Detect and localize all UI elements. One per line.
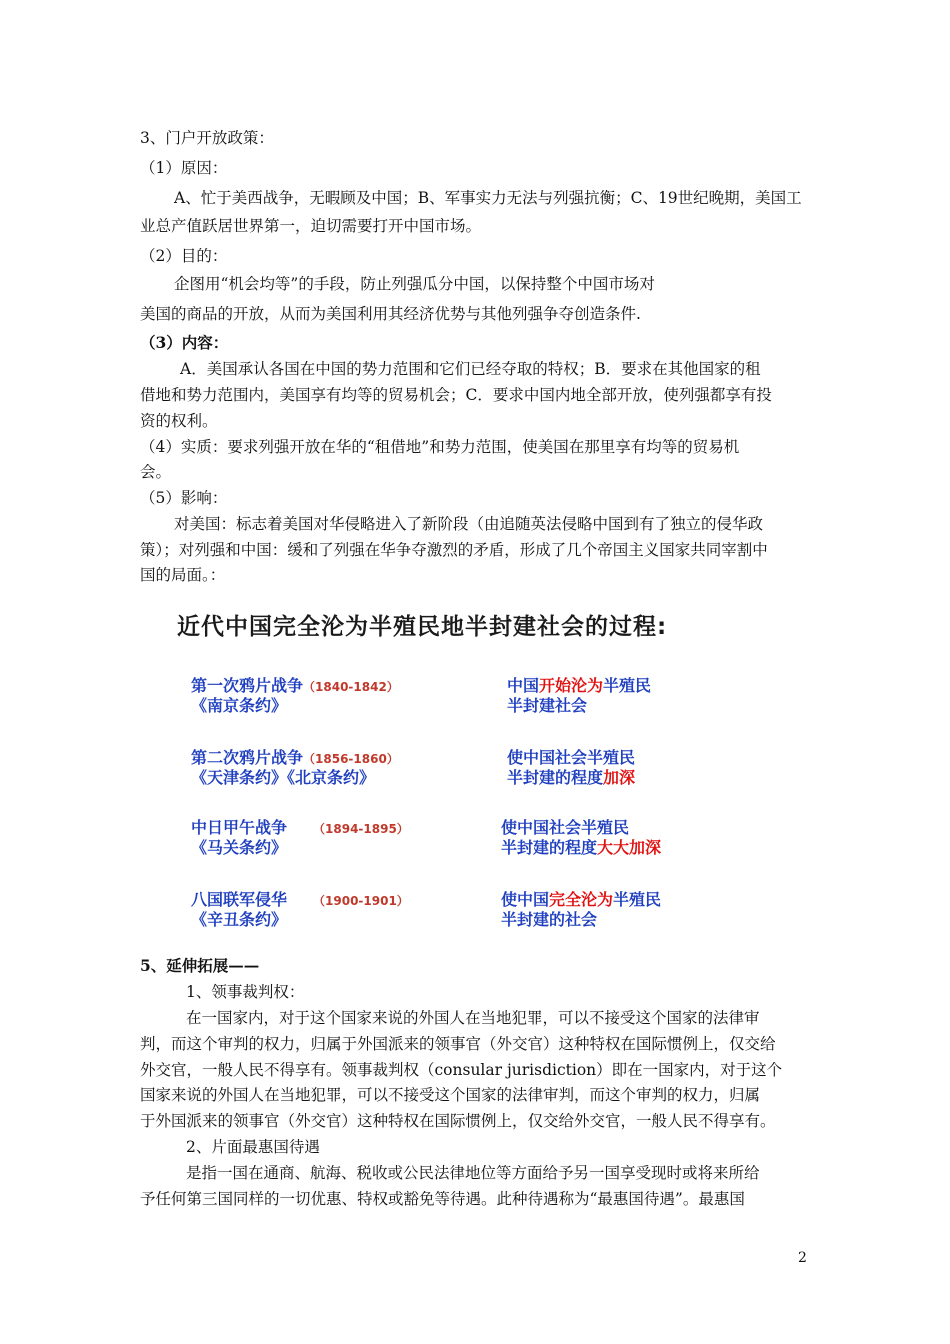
content-text-line: A．美国承认各国在中国的势力范围和它们已经夺取的特权；B．要求在其他国家的租 [180,360,761,378]
treaty-label: 《南京条约》 [191,696,288,715]
outcome-line: 使中国社会半殖民 [507,748,636,767]
war-label: 八国联军侵华 （1900-1901） [191,890,409,909]
war-label: 第二次鸦片战争（1856-1860） [191,748,399,767]
war-label: 中日甲午战争 （1894-1895） [191,818,409,837]
section-heading: 5、延伸拓展—— [140,956,260,975]
war-years: （1900-1901） [313,894,409,908]
war-years: （1840-1842） [303,680,399,694]
figure-title: 近代中国完全沦为半殖民地半封建社会的过程: [177,614,668,640]
outcome-line: 中国开始沦为半殖民 [507,676,652,695]
subsection-heading: 2、片面最惠国待遇 [186,1138,320,1156]
outcome-line: 半封建的社会 [501,910,598,929]
body-text-line: 在一国家内，对于这个国家来说的外国人在当地犯罪，可以不接受这个国家的法律审 [186,1009,760,1027]
outcome-line: 半封建的程度大大加深 [501,838,662,857]
body-text-line: 判，而这个审判的权力，归属于外国派来的领事官（外交官）这种特权在国际惯例上，仅交给 [140,1035,776,1053]
outcome-line: 半封建的程度加深 [507,768,636,787]
essence-text-line: （4）实质：要求列强开放在华的“租借地”和势力范围，使美国在那里享有均等的贸易机 [140,438,740,456]
content-text-line: 资的权利。 [140,412,218,430]
cause-text-line: 业总产值跃居世界第一，迫切需要打开中国市场。 [140,217,482,235]
war-years: （1856-1860） [303,752,399,766]
war-years: （1894-1895） [313,822,409,836]
purpose-text-line: 企图用“机会均等”的手段，防止列强瓜分中国，以保持整个中国市场对 [174,275,655,293]
cause-label: （1）原因： [140,159,228,177]
impact-text-line: 对美国：标志着美国对华侵略进入了新阶段（由追随英法侵略中国到有了独立的侵华政 [174,515,764,533]
war-label: 第一次鸦片战争（1840-1842） [191,676,399,695]
body-text-line: 外交官，一般人民不得享有。领事裁判权（consular jurisdiction）即在一国家内，对于这个 [140,1061,783,1079]
purpose-label: （2）目的： [140,247,228,265]
treaty-label: 《辛丑条约》 [191,910,288,929]
content-label: （3）内容： [140,333,229,352]
treaty-label: 《天津条约》《北京条约》 [191,768,376,787]
body-text-line: 是指一国在通商、航海、税收或公民法律地位等方面给予另一国享受现时或将来所给 [186,1164,760,1182]
essence-text-line: 会。 [140,463,172,481]
impact-text-line: 国的局面。： [140,566,226,584]
page-number: 2 [798,1250,807,1266]
treaty-label: 《马关条约》 [191,838,288,857]
impact-label: （5）影响： [140,489,228,507]
purpose-text-line: 美国的商品的开放，从而为美国利用其经济优势与其他列强争夺创造条件. [140,305,641,323]
outcome-line: 使中国社会半殖民 [501,818,630,837]
section-heading: 3、门户开放政策： [140,129,274,147]
body-text-line: 于外国派来的领事官（外交官）这种特权在国际惯例上，仅交给外交官，一般人民不得享有。 [140,1112,776,1130]
body-text-line: 予任何第三国同样的一切优惠、特权或豁免等待遇。此种待遇称为“最惠国待遇”。最惠国 [140,1190,745,1208]
subsection-heading: 1、领事裁判权： [186,983,305,1001]
process-figure [165,600,785,940]
outcome-line: 使中国完全沦为半殖民 [501,890,662,909]
cause-text-line: A、忙于美西战争，无暇顾及中国；B、军事实力无法与列强抗衡；C、19世纪晚期，美国工 [174,189,802,207]
content-text-line: 借地和势力范围内，美国享有均等的贸易机会；C．要求中国内地全部开放，使列强都享有投 [140,386,772,404]
impact-text-line: 策）；对列强和中国：缓和了列强在华争夺激烈的矛盾，形成了几个帝国主义国家共同宰割中 [140,541,768,559]
body-text-line: 国家来说的外国人在当地犯罪，可以不接受这个国家的法律审判，而这个审判的权力，归属 [140,1086,761,1104]
outcome-line: 半封建社会 [507,696,588,715]
